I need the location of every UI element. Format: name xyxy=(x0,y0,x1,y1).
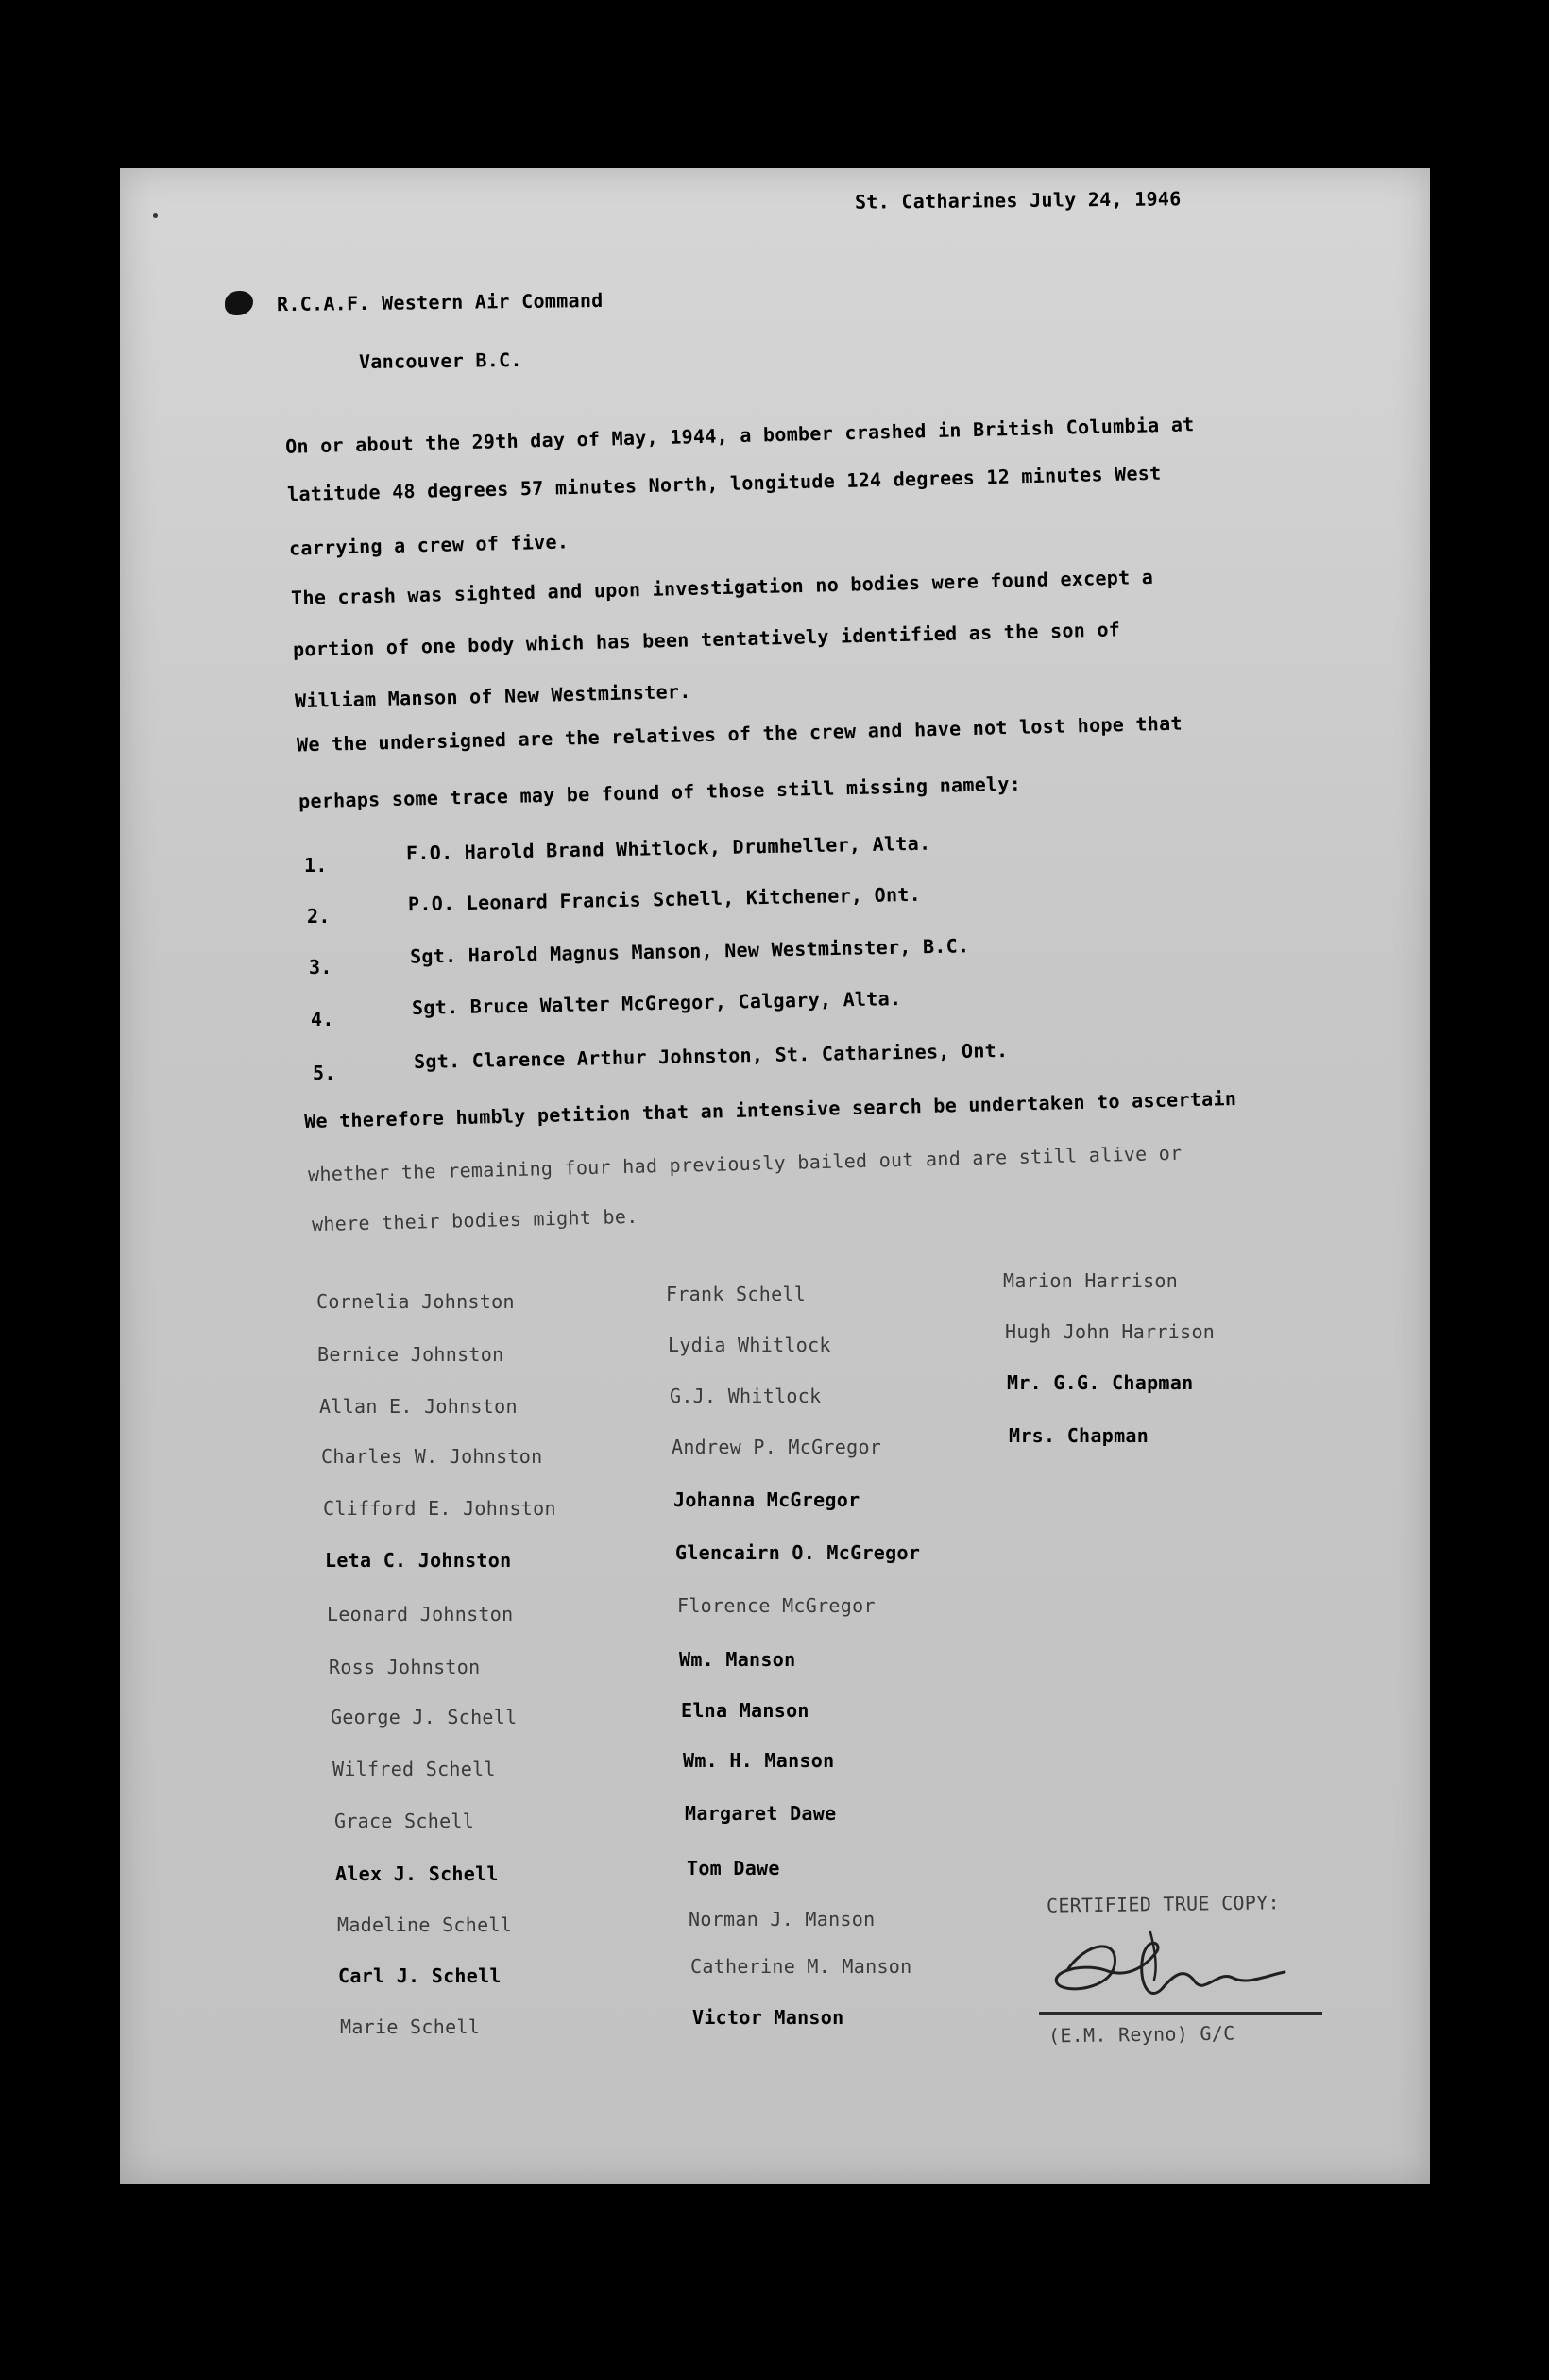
body-line: William Manson of New Westminster. xyxy=(294,679,691,713)
signatory-name: Cornelia Johnston xyxy=(316,1290,515,1313)
signatory-name: Andrew P. McGregor xyxy=(672,1436,882,1458)
signatory-name: Clifford E. Johnston xyxy=(323,1497,556,1520)
signature-line xyxy=(1039,2012,1322,2014)
signatory-name: Mr. G.G. Chapman xyxy=(1007,1371,1194,1394)
signatory-name: Glencairn O. McGregor xyxy=(675,1541,921,1564)
body-line: portion of one body which has been tentatively identified as the son of xyxy=(292,618,1121,661)
crew-member: Sgt. Harold Magnus Manson, New Westminster, B.C. xyxy=(409,934,970,968)
crew-member: F.O. Harold Brand Whitlock, Drumheller, Alta. xyxy=(405,831,931,865)
signatory-name: Alex J. Schell xyxy=(335,1862,499,1885)
address-line-1: R.C.A.F. Western Air Command xyxy=(276,288,604,316)
body-line: We therefore humbly petition that an intensive search be undertaken to ascertain xyxy=(303,1086,1237,1133)
crew-number: 1. xyxy=(304,854,328,876)
signatory-name: Leta C. Johnston xyxy=(325,1549,512,1572)
signatory-name: Wm. H. Manson xyxy=(683,1749,835,1772)
signatory-name: Hugh John Harrison xyxy=(1005,1320,1216,1343)
body-line: The crash was sighted and upon investigation no bodies were found except a xyxy=(290,565,1154,610)
crew-member: P.O. Leonard Francis Schell, Kitchener, Ont. xyxy=(407,882,922,916)
handwritten-signature xyxy=(1030,1913,1313,2027)
paper-speck xyxy=(153,213,158,218)
body-line: latitude 48 degrees 57 minutes North, longitude 124 degrees 12 minutes West xyxy=(286,461,1162,506)
certified-true-copy-label: CERTIFIED TRUE COPY: xyxy=(1046,1891,1280,1917)
signatory-name: Norman J. Manson xyxy=(689,1908,876,1930)
signatory-name: Florence McGregor xyxy=(677,1594,876,1617)
body-line: On or about the 29th day of May, 1944, a bomber crashed in British Columbia at xyxy=(284,413,1195,458)
body-line: where their bodies might be. xyxy=(311,1204,638,1236)
body-line: We the undersigned are the relatives of the crew and have not lost hope that xyxy=(296,711,1183,756)
signatory-name: Johanna McGregor xyxy=(673,1488,860,1511)
signatory-name: Leonard Johnston xyxy=(327,1603,514,1625)
date-line: St. Catharines July 24, 1946 xyxy=(854,187,1182,213)
signatory-name: Carl J. Schell xyxy=(338,1964,502,1987)
crew-number: 3. xyxy=(309,956,332,978)
signatory-name: Ross Johnston xyxy=(329,1656,481,1678)
signatory-name: Margaret Dawe xyxy=(685,1802,837,1825)
signatory-name: Marie Schell xyxy=(340,2015,481,2038)
signatory-name: Bernice Johnston xyxy=(317,1343,504,1366)
address-line-2: Vancouver B.C. xyxy=(358,348,522,374)
signatory-name: Elna Manson xyxy=(681,1699,809,1722)
signatory-name: Charles W. Johnston xyxy=(321,1445,543,1468)
signatory-name: Tom Dawe xyxy=(687,1857,780,1879)
signatory-name: Wilfred Schell xyxy=(332,1758,496,1780)
crew-number: 5. xyxy=(313,1062,336,1084)
signatory-name: George J. Schell xyxy=(331,1706,518,1728)
body-line: perhaps some trace may be found of those still missing namely: xyxy=(298,772,1022,813)
signatory-name: Allan E. Johnston xyxy=(319,1395,518,1418)
signatory-name: Wm. Manson xyxy=(679,1648,796,1671)
signatory-name: Mrs. Chapman xyxy=(1009,1424,1149,1447)
signatory-name: Frank Schell xyxy=(666,1283,807,1305)
signatory-name: Victor Manson xyxy=(692,2006,844,2029)
signatory-name: Lydia Whitlock xyxy=(668,1334,831,1356)
signatory-name: Grace Schell xyxy=(334,1810,475,1832)
crew-member: Sgt. Clarence Arthur Johnston, St. Catharines, Ont. xyxy=(413,1038,1009,1074)
certifying-officer: (E.M. Reyno) G/C xyxy=(1047,2021,1235,2048)
body-line: whether the remaining four had previously bailed out and are still alive or xyxy=(307,1141,1183,1186)
body-line: carrying a crew of five. xyxy=(288,530,570,560)
crew-number: 2. xyxy=(307,905,331,927)
signatory-name: Catherine M. Manson xyxy=(690,1955,912,1978)
signatory-name: Marion Harrison xyxy=(1003,1269,1179,1292)
crew-number: 4. xyxy=(311,1008,334,1030)
signatory-name: Madeline Schell xyxy=(337,1913,513,1936)
signatory-name: G.J. Whitlock xyxy=(670,1385,822,1407)
crew-member: Sgt. Bruce Walter McGregor, Calgary, Alta. xyxy=(411,987,902,1019)
